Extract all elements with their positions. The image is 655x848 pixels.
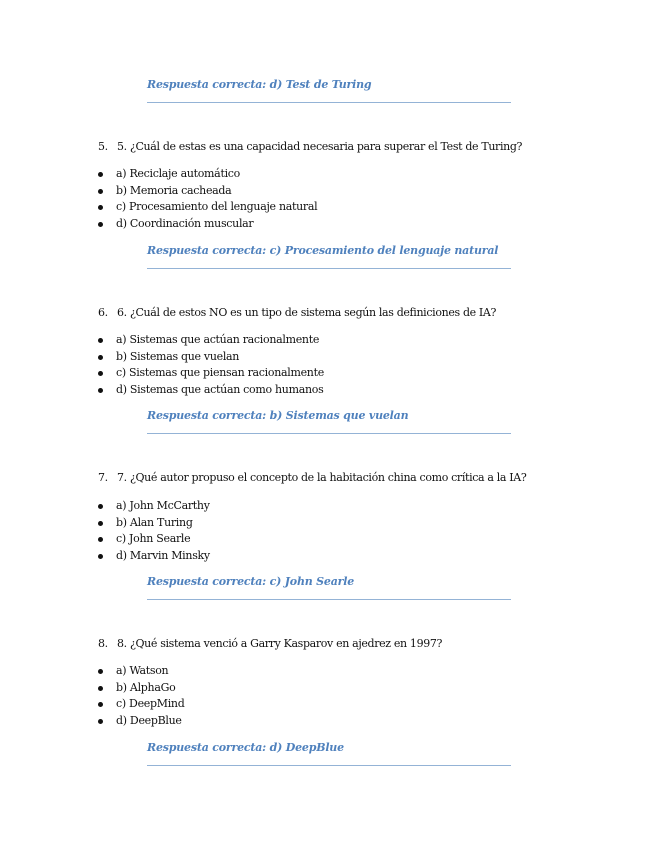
option-5b bbox=[98, 184, 317, 201]
option-label: a) Reciclaje automático bbox=[116, 167, 240, 180]
options-list-7 bbox=[98, 499, 210, 565]
option-7b bbox=[98, 516, 210, 533]
options-list-8 bbox=[98, 664, 184, 730]
option-label: a) Sistemas que actúan racionalmente bbox=[116, 333, 320, 346]
options-list-6 bbox=[98, 333, 324, 399]
bullet-icon bbox=[98, 371, 103, 376]
option-8d bbox=[98, 714, 184, 731]
question-number-6: 6. bbox=[98, 306, 108, 319]
option-label: b) Alan Turing bbox=[116, 515, 193, 529]
answer-text-8: Respuesta correcta: d) DeepBlue bbox=[147, 741, 344, 754]
bullet-icon bbox=[98, 554, 103, 559]
bullet-icon bbox=[98, 388, 103, 393]
option-label: b) Memoria cacheada bbox=[116, 183, 232, 197]
bullet-icon bbox=[98, 504, 103, 509]
option-6c bbox=[98, 366, 324, 383]
bullet-icon bbox=[98, 355, 103, 360]
option-8b bbox=[98, 681, 184, 698]
answer-text-7: Respuesta correcta: c) John Searle bbox=[147, 575, 355, 588]
answer-line-6 bbox=[147, 409, 511, 434]
option-label: b) AlphaGo bbox=[116, 680, 176, 694]
answer-text-5: Respuesta correcta: c) Procesamiento del lenguaje natural bbox=[147, 244, 499, 257]
option-label: c) Procesamiento del lenguaje natural bbox=[116, 200, 318, 214]
question-6 bbox=[98, 306, 496, 319]
bullet-icon bbox=[98, 686, 103, 691]
bullet-icon bbox=[98, 205, 103, 210]
option-6d bbox=[98, 383, 324, 400]
option-5d bbox=[98, 217, 317, 234]
bullet-icon bbox=[98, 338, 103, 343]
option-8c bbox=[98, 697, 184, 714]
option-label: d) Sistemas que actúan como humanos bbox=[116, 382, 324, 396]
answer-line-5 bbox=[147, 244, 511, 269]
question-text-5: 5. ¿Cuál de estas es una capacidad necesaria para superar el Test de Turing? bbox=[117, 140, 523, 153]
question-number-7: 7. bbox=[98, 471, 108, 484]
question-text-7: 7. ¿Qué autor propuso el concepto de la habitación china como crítica a la IA? bbox=[117, 471, 527, 484]
answer-line-7 bbox=[147, 575, 511, 600]
option-label: a) Watson bbox=[116, 664, 169, 677]
option-7c bbox=[98, 532, 210, 549]
option-label: c) Sistemas que piensan racionalmente bbox=[116, 366, 324, 380]
question-number-5: 5. bbox=[98, 140, 108, 153]
question-8 bbox=[98, 637, 442, 650]
option-label: d) Marvin Minsky bbox=[116, 548, 210, 562]
question-text-8: 8. ¿Qué sistema venció a Garry Kasparov en ajedrez en 1997? bbox=[117, 637, 443, 650]
option-6a bbox=[98, 333, 324, 350]
question-5 bbox=[98, 140, 522, 153]
bullet-icon bbox=[98, 669, 103, 674]
option-5a bbox=[98, 167, 317, 184]
bullet-icon bbox=[98, 537, 103, 542]
option-label: d) Coordinación muscular bbox=[116, 216, 254, 230]
bullet-icon bbox=[98, 702, 103, 707]
bullet-icon bbox=[98, 222, 103, 227]
option-7d bbox=[98, 549, 210, 566]
option-5c bbox=[98, 200, 317, 217]
option-6b bbox=[98, 350, 324, 367]
option-label: d) DeepBlue bbox=[116, 713, 182, 727]
bullet-icon bbox=[98, 521, 103, 526]
option-8a bbox=[98, 664, 184, 681]
option-label: b) Sistemas que vuelan bbox=[116, 349, 240, 363]
options-list-5 bbox=[98, 167, 317, 233]
bullet-icon bbox=[98, 189, 103, 194]
answer-line-4 bbox=[147, 78, 511, 103]
bullet-icon bbox=[98, 719, 103, 724]
question-7 bbox=[98, 471, 526, 484]
answer-line-8 bbox=[147, 741, 511, 766]
answer-text-6: Respuesta correcta: b) Sistemas que vuelan bbox=[147, 409, 409, 422]
bullet-icon bbox=[98, 172, 103, 177]
option-7a bbox=[98, 499, 210, 516]
option-label: c) DeepMind bbox=[116, 697, 185, 711]
question-text-6: 6. ¿Cuál de estos NO es un tipo de sistema según las definiciones de IA? bbox=[117, 306, 497, 319]
option-label: c) John Searle bbox=[116, 532, 191, 546]
question-number-8: 8. bbox=[98, 637, 108, 650]
option-label: a) John McCarthy bbox=[116, 499, 210, 512]
answer-text-4: Respuesta correcta: d) Test de Turing bbox=[147, 78, 372, 91]
